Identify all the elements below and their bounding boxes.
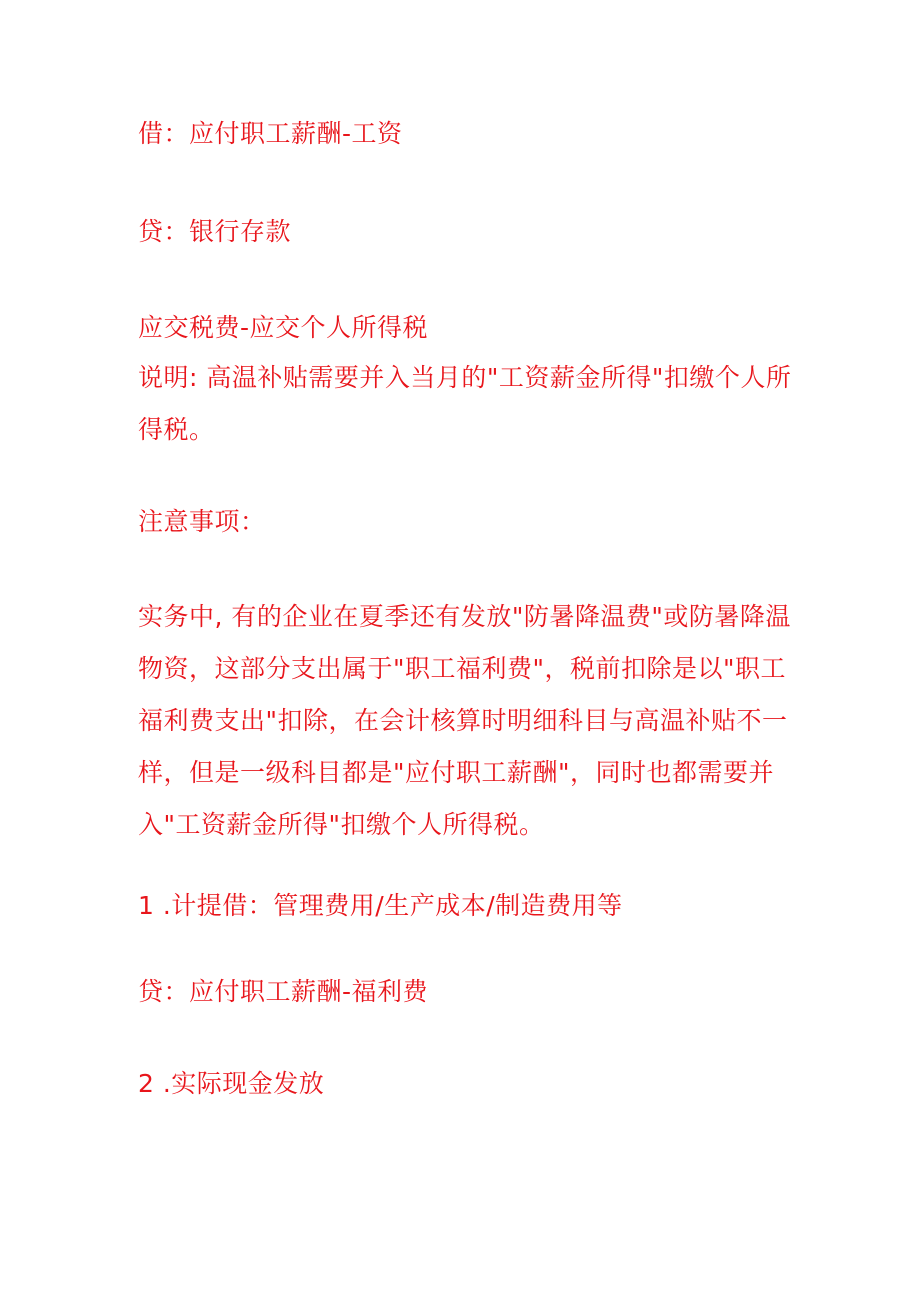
journal-entry-debit: 借：应付职工薪酬-工资 [138,119,403,148]
step1-debit-line: 1 .计提借：管理费用/生产成本/制造费用等 [138,891,623,920]
notes-heading: 注意事项： [138,507,266,536]
journal-entry-credit: 贷：银行存款 [138,217,292,246]
step2-line: 2 .实际现金发放 [138,1069,325,1098]
explanation-paragraph: 说明: 高温补贴需要并入当月的"工资薪金所得"扣缴个人所得税。 [138,363,792,444]
notes-paragraph: 实务中, 有的企业在夏季还有发放"防暑降温费"或防暑降温物资，这部分支出属于"职工福利费"，税前扣除是以"职工福利费支出"扣除，在会计核算时明细科目与高温补贴不一样，但是一级科目都是"应付职工薪酬"，同时也都需要并入"工资薪金所得"扣缴个人所得税。 [138,602,791,839]
journal-entry-tax: 应交税费-应交个人所得税 [138,313,429,342]
step1-credit-line: 贷：应付职工薪酬-福利费 [138,977,429,1006]
